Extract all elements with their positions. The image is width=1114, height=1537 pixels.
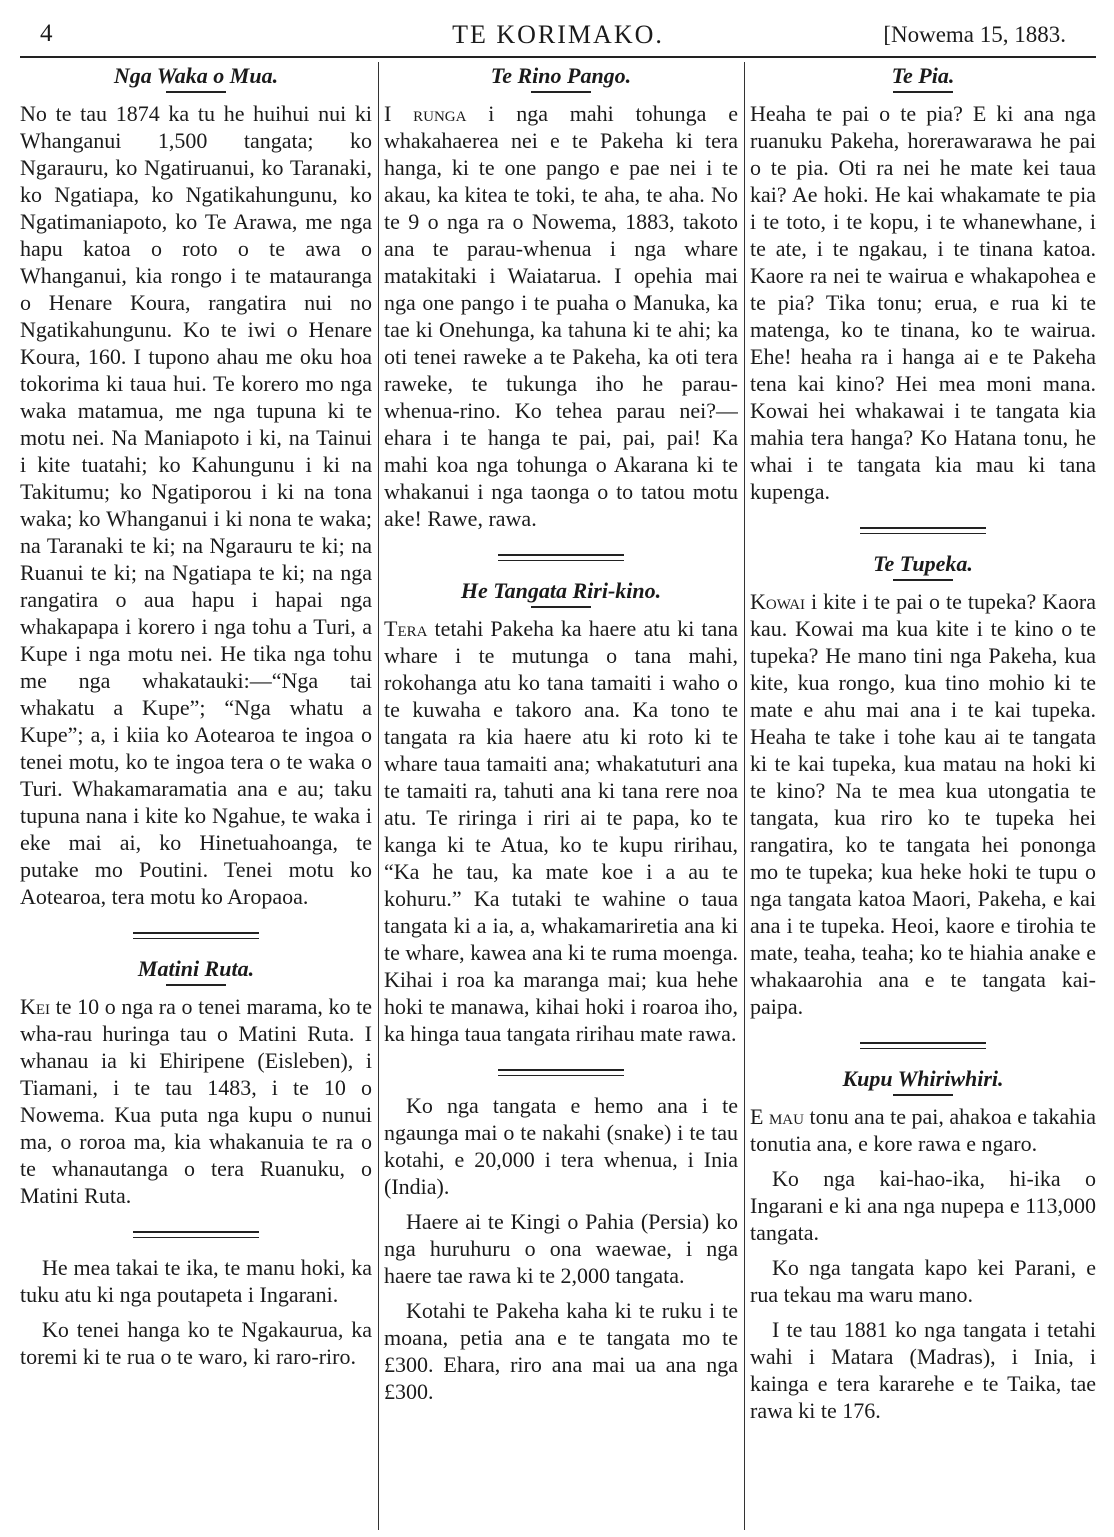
article-text: i kite i te pai o te tupeka? Kaora kau. Kowai ma kua kite i te kino o te tupeka? He mano tini nga Pakeha, kua kite, kua rongo, kua tino mohio ki te mate e ahu mai ana i te kai tupeka. Heaha te take i tohe kau ai te tangata ki te kai tupeka, kua matau na hoki ki te kino? Na te mea kua utongatia te tangata, kua riro ko te tupeka hei rangatira, ko te tangata hei pononga mo te tupeka; kua heke hoki te tupu o nga tangata katoa Maori, Pakeha, e kai ana i te tupeka. Heoi, kaore e tirohia te mate, teaha, teaha; ko te hiahia anake e whakaarohia ana e te tangata kai-paipa. bbox=[750, 589, 1096, 1019]
article-body bbox=[750, 588, 1096, 1020]
section-separator bbox=[133, 1231, 259, 1238]
lead-word: E mau bbox=[750, 1104, 804, 1129]
title-rule bbox=[893, 579, 953, 581]
masthead bbox=[20, 14, 1096, 58]
lead-word: Kei bbox=[20, 994, 51, 1019]
section-separator bbox=[133, 932, 259, 939]
lead-word: Tera bbox=[384, 616, 428, 641]
news-item: Ko nga tangata e hemo ana i te ngaunga mai o te nakahi (snake) i te tau kotahi, e 20,000 i tera whenua, i Inia (India). bbox=[384, 1093, 738, 1199]
article-text: te 10 o nga ra o tenei marama, ko te wha-rau huringa tau o Matini Ruta. I whanau ia ki Ehiripene (Eisleben), i Tiamani, i te tau 1483, i te 10 o Nowema. Kua puta nga kupu o nunui ma, o roroa ma, kia whakanuia te ra o te whanautanga o tera Ruanuku, o Matini Ruta. bbox=[20, 994, 372, 1208]
article-body bbox=[750, 1103, 1096, 1157]
column-2 bbox=[384, 62, 738, 1530]
section-separator bbox=[860, 1042, 986, 1049]
section-separator bbox=[860, 527, 986, 534]
article-body: Heaha te pai o te pia? E ki ana nga ruanuku Pakeha, horerawarawa he pai o te pia. Oti ra nei he mate kei taua kai? Ae hoki. He kai whakamate te pia i te toto, i te kopu, i te whanewhane, i te ate, i te ngakau, i te tinana katoa. Kaore ra nei te wairua e whakapohea e te pia? Tika tonu; erua, e rua ki te matenga, ko te tinana, ko te wairua. Ehe! heaha ra i hanga ai e te Pakeha tena kai kino? Hei mea moni mana. Kowai hei whakawai i te tangata kia mahia tera hanga? Ko Hatana tonu, he whai i te tangata kia mau ki tana kupenga. bbox=[750, 101, 1096, 504]
column-3 bbox=[750, 62, 1096, 1530]
title-rule bbox=[531, 91, 591, 93]
article-title-te-pia: Te Pia. bbox=[891, 63, 955, 88]
news-item: He mea takai te ika, te manu hoki, ka tuku atu ki nga poutapeta i Ingarani. bbox=[20, 1255, 372, 1307]
article-title-kupu-whiriwhiri: Kupu Whiriwhiri. bbox=[842, 1066, 1004, 1091]
article-body: No te tau 1874 ka tu he huihui nui ki Whanganui 1,500 tangata; ko Ngarauru, ko Ngatiruanui, ko Taranaki, ko Ngatiapa, ko Ngatikahungunu, ko Ngatimaniapoto, ko Te Arawa, me nga hapu katoa o roto o te awa o Whanganui, kia rongo i te matauranga o Henare Koura, rangatira nui no Ngatikahungunu. Ko te iwi o Henare Koura, 160. I tupono ahau me oku hoa tokorima ki taua hui. Te korero mo nga waka matamua, me nga tupuna ki te motu nei. Na Maniapoto i ki, na Tainui i kite tuatahi; ko Kahungunu i ki na Takitumu; ko Ngatiporou i ki na tona waka; ko Whanganui i ki nona te waka; na Taranaki te ki; na Ngarauru te ki; na Ruanui te ki; na Ngatiapa te ki; na nga rangatira o aua hapu i hapai nga whakapapa i korero i nga tohu a Turi, a Kupe i nga motu nei. He tika nga tohu me nga whakatauki:—“Nga tai whakatu a Kupe”; “Nga whatu a Kupe”; a, i kiia ko Aotearoa te ingoa o tenei motu, ko te ingoa tera o te waka o Turi. Whakamaramatia ana e au; taku tupuna nana i kite ko Ngahue, te waka i eke mai ai, ko Hinetuahoanga, te putake mo Poutini. Tenei motu ko Aotearoa, tera motu ko Aropaoa. bbox=[20, 101, 372, 909]
column-1 bbox=[20, 62, 372, 1530]
article-text: i nga mahi tohunga e whakahaerea nei e te Pakeha ki tera hanga, ki te one pango e pae nei i te akau, ka kitea te toki, te aha, te aha. No te 9 o nga ra o Nowema, 1883, takoto ana te parau-whenua i nga whare matakitaki i Waiatarua. I opehia mai nga one pango i te puaha o Manuka, ka tae ki Onehunga, ka tahuna ki te ahi; ka oti tenei raweke a te Pakeha, ka oti tera raweke, te tukunga iho he parau-whenua-rino. Ko tehea parau nei?—ehara i te hanga te pai, pai, pai! Ka mahi koa nga tohunga o Akarana ki te whakanui i nga taonga o to tatou motu ake! Rawe, rawa. bbox=[384, 101, 738, 531]
title-rule bbox=[893, 91, 953, 93]
column-divider bbox=[378, 62, 379, 1530]
article-body bbox=[384, 100, 738, 532]
section-separator bbox=[498, 1069, 624, 1076]
article-body bbox=[384, 615, 738, 1047]
news-item: Haere ai te Kingi o Pahia (Persia) ko nga huruhuru o ona waewae, i nga haere tae rawa ki te 2,000 tangata. bbox=[384, 1209, 738, 1288]
title-rule bbox=[166, 91, 226, 93]
news-item: Kotahi te Pakeha kaha ki te ruku i te moana, petia ana e te tangata mo te £300. Ehara, riro ana mai ua ana nga £300. bbox=[384, 1298, 738, 1404]
column-divider bbox=[744, 62, 745, 1530]
article-title-he-tangata-riri-kino: He Tangata Riri-kino. bbox=[460, 578, 662, 603]
title-rule bbox=[531, 606, 591, 608]
news-item: Ko nga kai-hao-ika, hi-ika o Ingarani e ki ana nga nupepa e 113,000 tangata. bbox=[750, 1166, 1096, 1245]
article-title-te-rino-pango: Te Rino Pango. bbox=[490, 63, 632, 88]
page-number: 4 bbox=[40, 20, 53, 47]
news-item: Ko nga tangata kapo kei Parani, e rua tekau ma waru mano. bbox=[750, 1255, 1096, 1307]
article-title-matini-ruta: Matini Ruta. bbox=[137, 956, 255, 981]
section-separator bbox=[498, 554, 624, 561]
title-rule bbox=[166, 984, 226, 986]
article-text: tonu ana te pai, ahakoa e takahia tonutia ana, e kore rawa e ngaro. bbox=[750, 1104, 1096, 1156]
lead-word: I runga bbox=[384, 101, 467, 126]
newspaper-title: TE KORIMAKO. bbox=[452, 20, 664, 49]
news-item: I te tau 1881 ko nga tangata i tetahi wahi i Matara (Madras), i Inia, i kainga e tera kararehe e te Taika, tae rawa ki te 176. bbox=[750, 1317, 1096, 1423]
article-text: tetahi Pakeha ka haere atu ki tana whare i te mutunga o tana mahi, rokohanga atu ko tana tamaiti i waho o te kuwaha e takoro ana. Ka tono te tangata ra kia haere atu ki roto ki te whare taua tamaiti ana; whakatuturi ana te tamaiti ra, tahuti ana ki tana rere noa atu. Te riringa i riri ai te papa, ko te kanga ki te Atua, ko te kupu ririhau, “Ka he tau, ka mate koe i a au te kohuru.” Ka tutaki te wahine o taua tangata ki a ia, a, whakamariretia ana ki te whare, kawea ana ki te ruma moenga. Kihai i roa ka maranga mai; kua hehe hoki te manawa, kihai hoki i roaroa iho, ka hinga taua tangata ririhau mate rawa. bbox=[384, 616, 738, 1046]
issue-date: [Nowema 15, 1883. bbox=[883, 22, 1066, 47]
article-title-nga-waka-o-mua: Nga Waka o Mua. bbox=[113, 63, 279, 88]
article-title-te-tupeka: Te Tupeka. bbox=[873, 551, 973, 576]
lead-word: Kowai bbox=[750, 589, 806, 614]
newspaper-page bbox=[20, 14, 1096, 1530]
columns bbox=[20, 62, 1096, 1530]
news-item: Ko tenei hanga ko te Ngakaurua, ka toremi ki te rua o te waro, ki raro-riro. bbox=[20, 1317, 372, 1369]
title-rule bbox=[893, 1094, 953, 1096]
article-body bbox=[20, 993, 372, 1209]
